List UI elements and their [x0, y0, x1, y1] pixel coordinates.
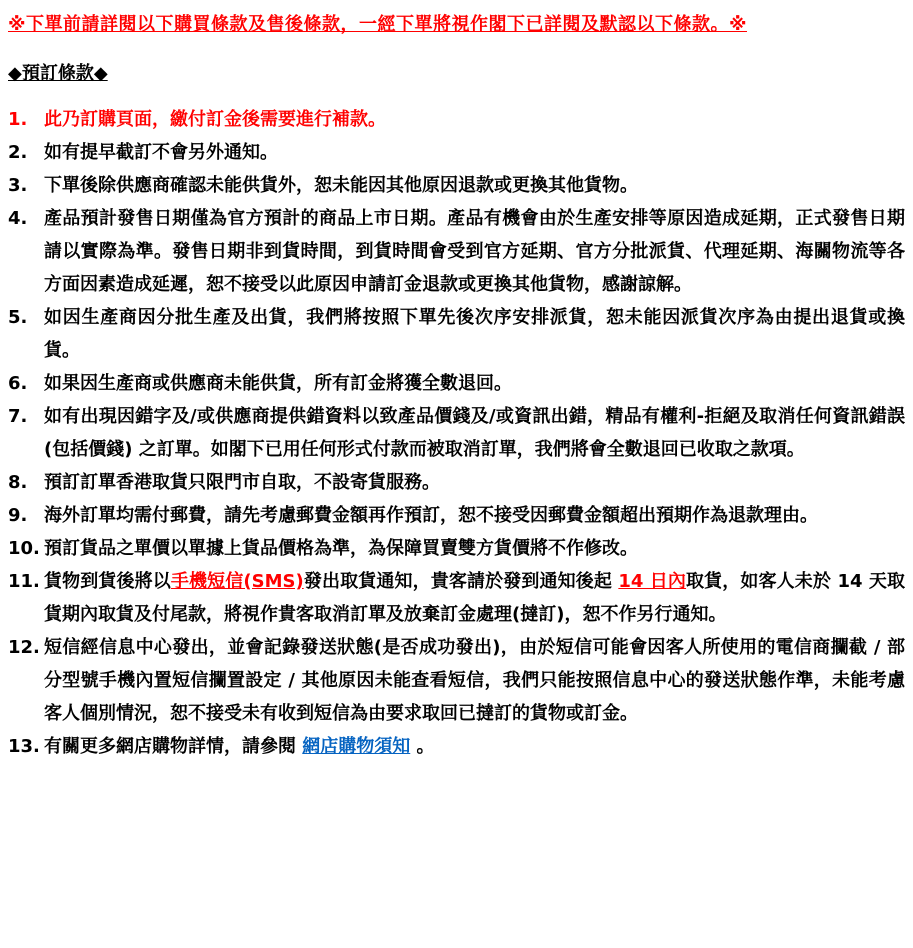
term-text-segment: 有關更多網店購物詳情，請參閱: [44, 736, 303, 757]
sms-emphasis: 手機短信(SMS): [170, 571, 304, 592]
term-number: 8.: [8, 472, 28, 493]
term-item-9: [8, 499, 905, 532]
term-number: 2.: [8, 142, 28, 163]
term-number: 7.: [8, 406, 28, 427]
term-text: [44, 532, 905, 565]
term-item-12: [8, 631, 905, 730]
term-text: [44, 400, 905, 466]
term-number: 9.: [8, 505, 28, 526]
term-number: 13.: [8, 736, 40, 757]
term-text: [44, 499, 905, 532]
term-text-segment: 貨物到貨後將以: [44, 571, 171, 592]
term-item-4: [8, 202, 905, 301]
term-text: [44, 466, 905, 499]
section-title-preorder-terms: ◆預訂條款◆: [8, 63, 108, 84]
term-text-segment: 產品預計發售日期僅為官方預計的商品上市日期。產品有機會由於生產安排等原因造成延期，正式發售日期請以實際為準。發售日期非到貨時間，到貨時間會受到官方延期、官方分批派貨、代理延期、海關物流等各方面因素造成延遲，恕不接受以此原因申請訂金退款或更換其他貨物，感謝諒解。: [44, 208, 905, 295]
term-number: 3.: [8, 175, 28, 196]
term-text-segment: 預訂訂單香港取貨只限門市自取，不設寄貨服務。: [44, 472, 440, 493]
term-text: [44, 169, 905, 202]
term-item-1: [8, 103, 905, 136]
term-item-6: [8, 367, 905, 400]
term-text: [44, 136, 905, 169]
term-number: 12.: [8, 637, 40, 658]
terms-list: [8, 103, 905, 763]
pickup-deadline-emphasis: 14 日內: [618, 571, 687, 592]
shop-guide-link[interactable]: 網店購物須知: [302, 736, 411, 757]
term-number: 4.: [8, 208, 28, 229]
term-text-segment: 。: [410, 736, 435, 757]
term-text-segment: 此乃訂購頁面，繳付訂金後需要進行補款。: [44, 109, 386, 130]
term-text: [44, 730, 905, 763]
term-item-7: [8, 400, 905, 466]
term-item-11: [8, 565, 905, 631]
term-number: 6.: [8, 373, 28, 394]
term-item-2: [8, 136, 905, 169]
term-text: [44, 103, 905, 136]
term-item-13: [8, 730, 905, 763]
term-text-segment: 如有提早截訂不會另外通知。: [44, 142, 278, 163]
term-item-3: [8, 169, 905, 202]
term-item-5: [8, 301, 905, 367]
term-text: [44, 565, 905, 631]
term-text-segment: 下單後除供應商確認未能供貨外，恕未能因其他原因退款或更換其他貨物。: [44, 175, 638, 196]
term-number: 11.: [8, 571, 40, 592]
term-item-8: [8, 466, 905, 499]
term-text-segment: 短信經信息中心發出，並會記錄發送狀態(是否成功發出)，由於短信可能會因客人所使用的電信商攔截 / 部分型號手機內置短信攔置設定 / 其他原因未能查看短信，我們只能按照信息中心的發送狀態作準，未能考慮客人個別情況，恕不接受未有收到短信為由要求取回已撻訂的貨物或訂金。: [44, 637, 905, 724]
term-item-10: [8, 532, 905, 565]
term-text-segment: 預訂貨品之單價以單據上貨品價格為準，為保障買賣雙方貨價將不作修改。: [44, 538, 638, 559]
term-number: 5.: [8, 307, 28, 328]
term-text-segment: 海外訂單均需付郵費，請先考慮郵費金額再作預訂，恕不接受因郵費金額超出預期作為退款理由。: [44, 505, 818, 526]
term-text: [44, 301, 905, 367]
term-text-segment: 發出取貨通知，貴客請於發到通知後起: [303, 571, 619, 592]
term-text: [44, 367, 905, 400]
term-text: [44, 631, 905, 730]
term-text-segment: 如因生產商因分批生產及出貨，我們將按照下單先後次序安排派貨，恕未能因派貨次序為由提出退貨或換貨。: [44, 307, 905, 361]
term-text: [44, 202, 905, 301]
purchase-notice-heading: ※下單前請詳閱以下購買條款及售後條款，一經下單將視作閣下已詳閱及默認以下條款。※: [8, 14, 747, 35]
term-text-segment: 取貨，如客人未於 14 天取貨期內取貨及付尾款，將視作貴客取消訂單及放棄訂金處理(撻訂)，恕不作另行通知。: [44, 571, 906, 625]
term-number: 10.: [8, 538, 40, 559]
term-text-segment: 如果因生產商或供應商未能供貨，所有訂金將獲全數退回。: [44, 373, 512, 394]
term-number: 1.: [8, 109, 28, 130]
term-text-segment: 如有出現因錯字及/或供應商提供錯資料以致產品價錢及/或資訊出錯，精品有權利-拒絕及取消任何資訊錯誤(包括價錢) 之訂單。如閣下已用任何形式付款而被取消訂單，我們將會全數退回已收取之款項。: [44, 406, 905, 460]
